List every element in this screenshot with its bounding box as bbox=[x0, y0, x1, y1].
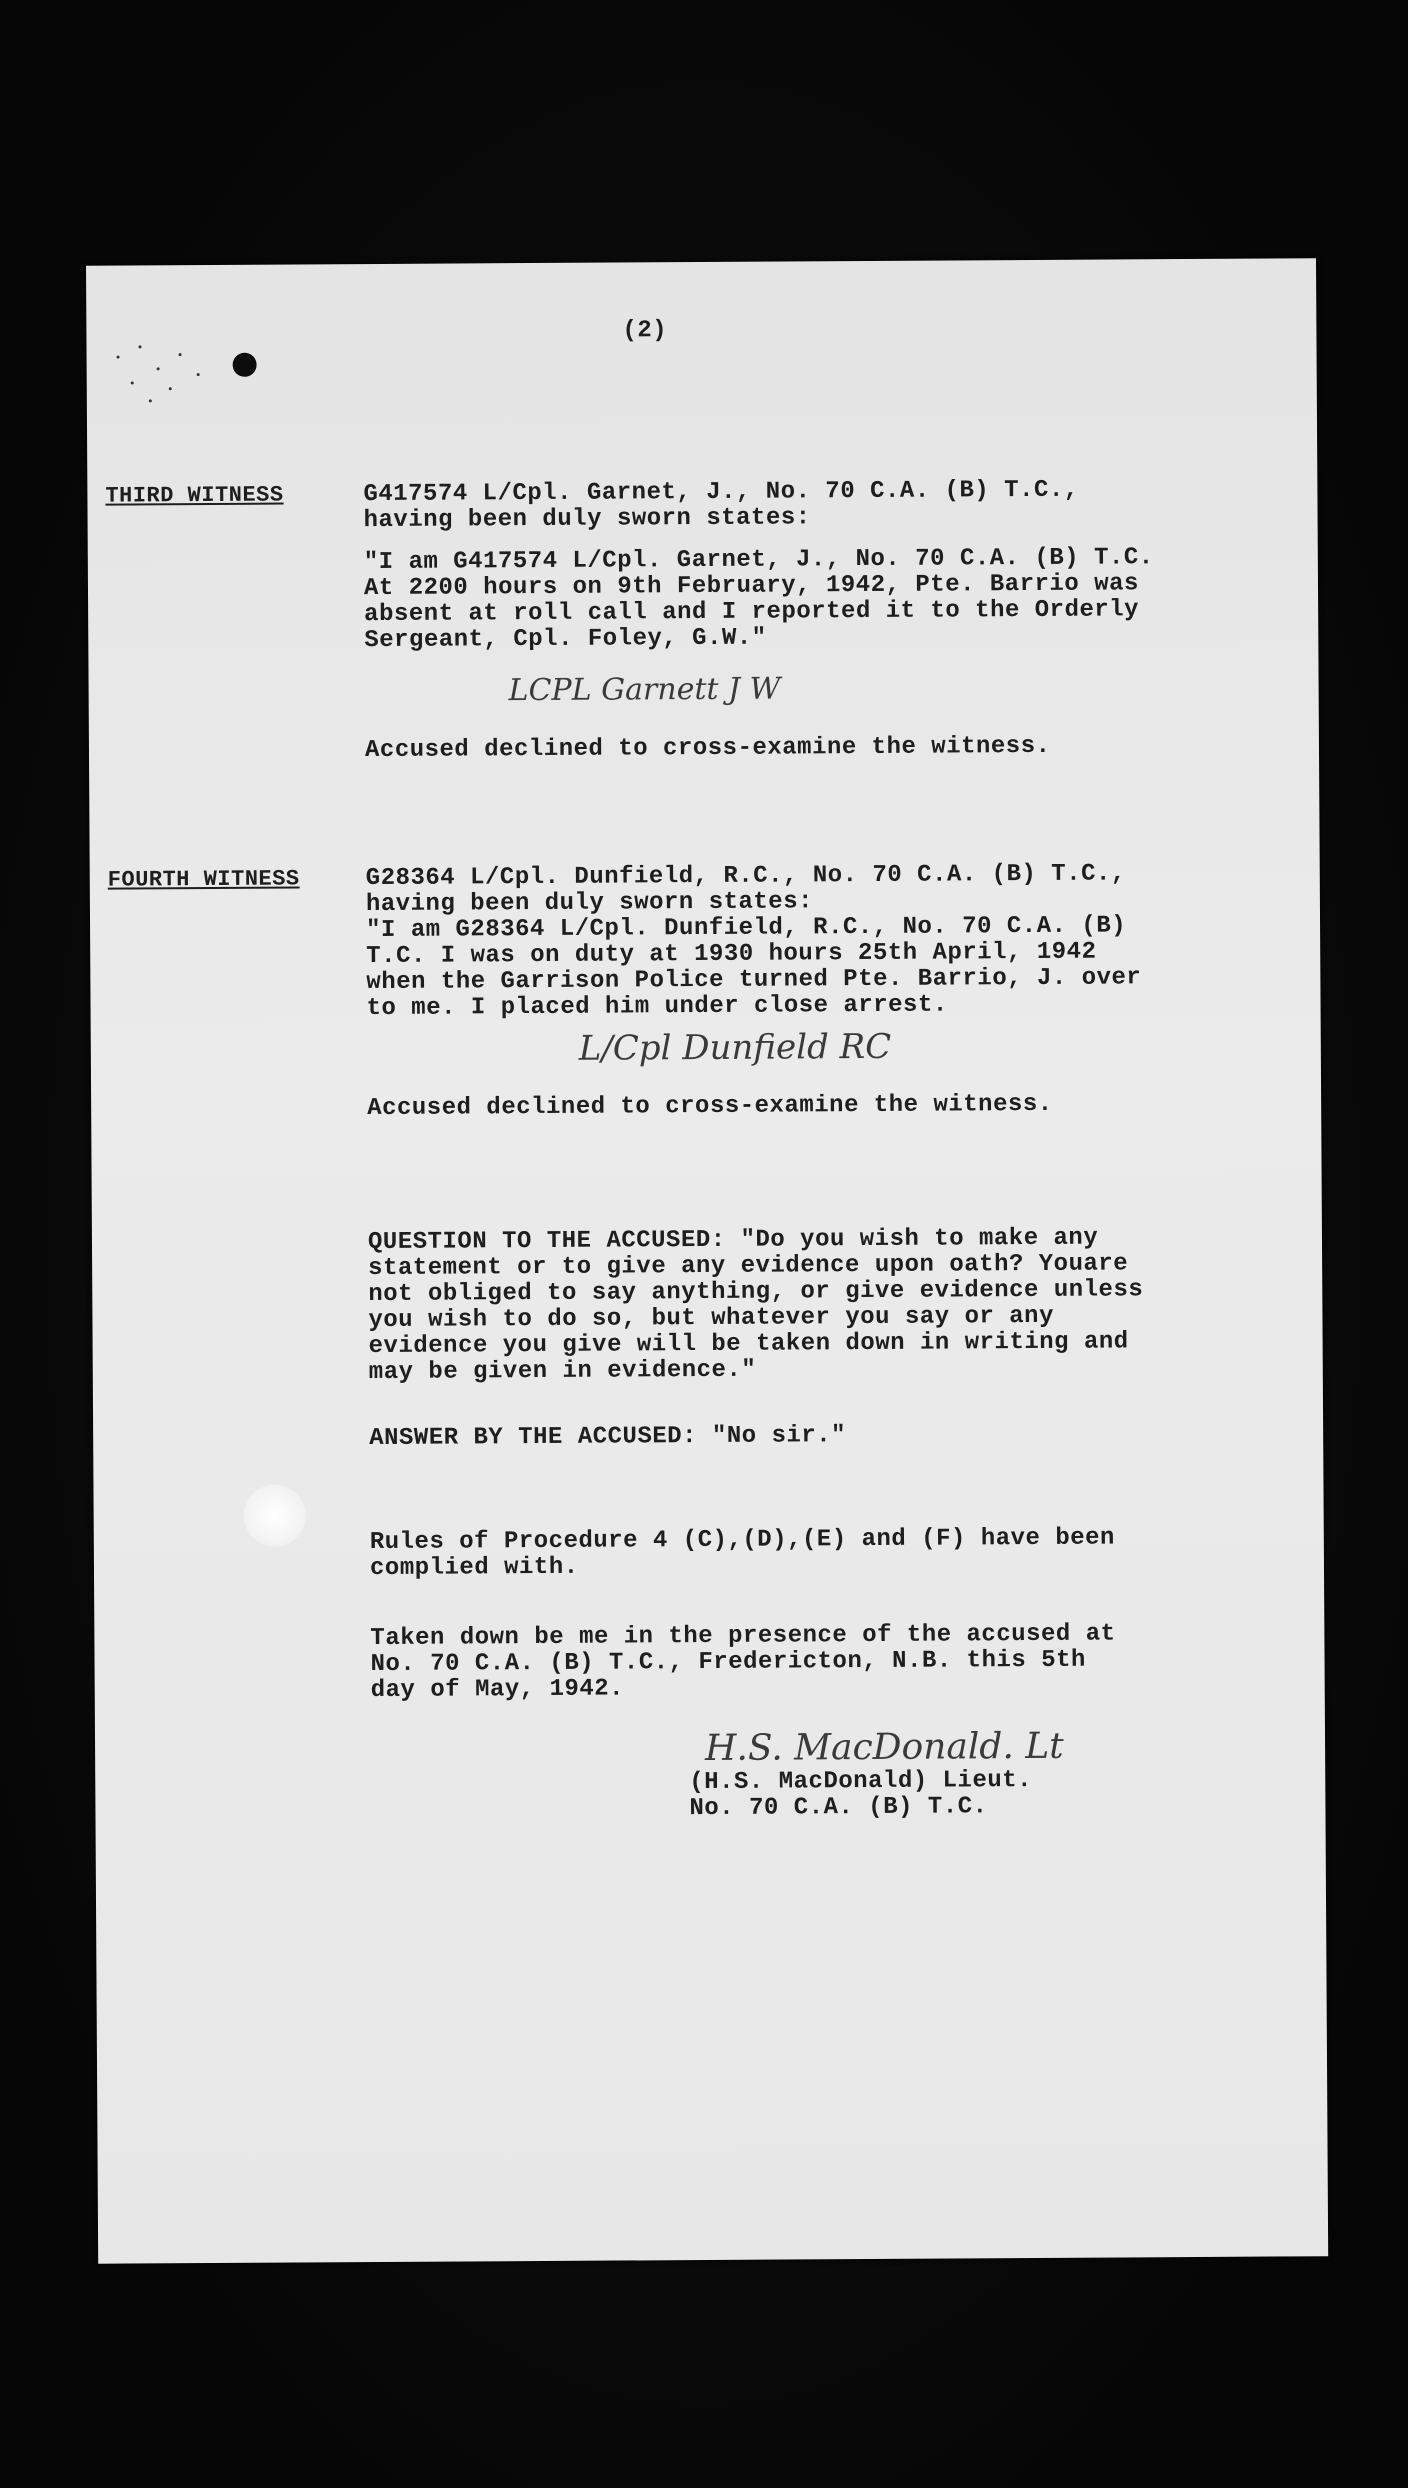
paper-smudge bbox=[243, 1484, 305, 1546]
question-line: evidence you give will be taken down in writing and bbox=[368, 1328, 1129, 1361]
third-witness-signature: LCPL Garnett J W bbox=[508, 671, 781, 709]
punch-hole bbox=[233, 353, 257, 377]
third-witness-statement-line: Sergeant, Cpl. Foley, G.W." bbox=[364, 624, 767, 655]
fourth-witness-line: having been duly sworn states: bbox=[365, 888, 814, 919]
third-witness-line: G417574 L/Cpl. Garnet, J., No. 70 C.A. (B) T.C., bbox=[363, 476, 1079, 509]
fourth-witness-line: to me. I placed him under close arrest. bbox=[366, 991, 948, 1023]
third-witness-line: having been duly sworn states: bbox=[363, 504, 811, 535]
question-line: not obliged to say anything, or give evidence unless bbox=[368, 1276, 1144, 1309]
question-line: statement or to give any evidence upon oath? Youare bbox=[368, 1250, 1129, 1283]
third-witness-cross-exam: Accused declined to cross-examine the witness. bbox=[364, 732, 1051, 765]
question-line: may be given in evidence." bbox=[368, 1356, 757, 1387]
fourth-witness-line: "I am G28364 L/Cpl. Dunfield, R.C., No. 70 C.A. (B) bbox=[365, 912, 1127, 945]
rules-line: complied with. bbox=[369, 1553, 579, 1583]
taken-down-line: day of May, 1942. bbox=[370, 1675, 625, 1705]
fourth-witness-heading: FOURTH WITNESS bbox=[107, 866, 300, 893]
third-witness-heading: THIRD WITNESS bbox=[105, 482, 284, 509]
rules-line: Rules of Procedure 4 (C),(D),(E) and (F) have been bbox=[369, 1524, 1116, 1557]
fourth-witness-line: when the Garrison Police turned Pte. Barrio, J. over bbox=[366, 964, 1142, 997]
taken-down-line: No. 70 C.A. (B) T.C., Fredericton, N.B. this 5th bbox=[370, 1646, 1086, 1679]
third-witness-statement-line: At 2200 hours on 9th February, 1942, Pte. Barrio was bbox=[363, 570, 1139, 603]
third-witness-statement-line: "I am G417574 L/Cpl. Garnet, J., No. 70 C.A. (B) T.C. bbox=[363, 544, 1154, 577]
question-line: you wish to do so, but whatever you say or any bbox=[368, 1302, 1055, 1335]
answer-line: ANSWER BY THE ACCUSED: "No sir." bbox=[369, 1422, 847, 1453]
officer-signature: H.S. MacDonald. Lt bbox=[704, 1725, 1064, 1770]
officer-unit-line: No. 70 C.A. (B) T.C. bbox=[689, 1793, 988, 1823]
page-number: (2) bbox=[622, 317, 668, 345]
fourth-witness-line: G28364 L/Cpl. Dunfield, R.C., No. 70 C.A. (B) T.C., bbox=[365, 860, 1126, 893]
document-page bbox=[86, 258, 1328, 2263]
fourth-witness-cross-exam: Accused declined to cross-examine the witness. bbox=[367, 1090, 1053, 1123]
third-witness-statement-line: absent at roll call and I reported it to the Orderly bbox=[364, 596, 1140, 629]
fourth-witness-line: T.C. I was on duty at 1930 hours 25th April, 1942 bbox=[366, 938, 1097, 971]
question-line: QUESTION TO THE ACCUSED: "Do you wish to make any bbox=[367, 1224, 1099, 1257]
fourth-witness-signature: L/Cpl Dunfield RC bbox=[578, 1026, 892, 1069]
taken-down-line: Taken down be me in the presence of the accused at bbox=[370, 1620, 1116, 1653]
officer-name-line: (H.S. MacDonald) Lieut. bbox=[689, 1767, 1033, 1797]
paper-specks bbox=[108, 325, 219, 416]
